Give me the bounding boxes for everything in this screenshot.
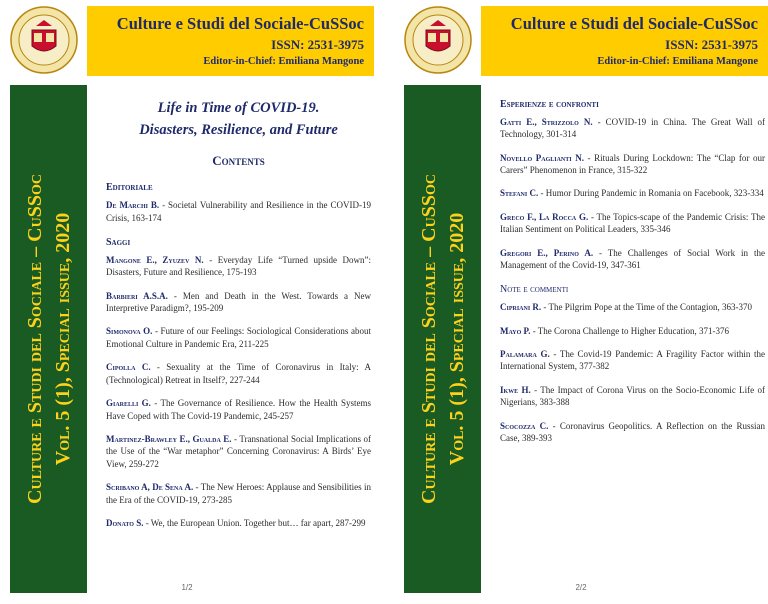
page-2 [394, 0, 768, 604]
entry-authors: De Marchi B. [106, 200, 160, 211]
toc-entry[interactable] [500, 187, 765, 199]
entry-title: - The Governance of Resilience. How the Health Systems Have Coped with The Covid-19 Pandemic, 245-257 [106, 398, 371, 421]
toc-entry[interactable] [500, 348, 765, 373]
toc-entry[interactable] [106, 517, 371, 529]
journal-header [87, 6, 374, 76]
journal-issn: ISSN: 2531-3975 [665, 37, 758, 52]
page-number: 2/2 [575, 583, 587, 592]
entry-title: - COVID-19 in China. The Great Wall of Technology, 301-314 [500, 116, 765, 140]
contents-heading: Contents [212, 152, 265, 168]
toc-entry[interactable] [106, 433, 371, 470]
entry-authors: Scocozza C. [500, 420, 549, 431]
journal-issn: ISSN: 2531-3975 [271, 37, 364, 52]
entry-authors: Greco F., La Rocca G. [500, 211, 589, 222]
toc-entry[interactable] [500, 116, 765, 141]
toc-entry[interactable] [106, 481, 371, 506]
entry-authors: Donato S. [106, 517, 144, 528]
entry-authors: Cipolla C. [106, 362, 151, 373]
toc-entry[interactable] [500, 420, 765, 445]
journal-name: Culture e Studi del Sociale-CuSSoc [510, 14, 758, 33]
entry-authors: Scribano A, De Sena A. [106, 482, 194, 493]
entry-title: - The Topics-scape of the Pandemic Crisis: The Italian Sentiment on Political Leaders, 335-346 [500, 211, 765, 235]
entry-title: - Coronavirus Geopolitics. A Reflection on the Russian Case, 389-393 [500, 420, 765, 444]
toc-entry[interactable] [500, 325, 765, 337]
entry-authors: Palamara G. [500, 349, 550, 360]
entry-authors: Barbieri A.S.A. [106, 290, 168, 301]
toc-page-2 [500, 96, 765, 591]
toc-entry[interactable] [500, 152, 765, 177]
entry-authors: Giarelli G. [106, 398, 151, 409]
entry-authors: Gatti E., Strizzolo N. [500, 116, 593, 127]
journal-header [481, 6, 768, 76]
entry-authors: Ikwe H. [500, 384, 531, 395]
entry-title: - Societal Vulnerability and Resilience in the COVID-19 Crisis, 163-174 [106, 200, 372, 223]
entry-authors: Novello Paglianti N. [500, 152, 584, 163]
toc-entry[interactable] [500, 301, 765, 313]
issue-title [106, 98, 371, 142]
journal-sidebar [404, 85, 481, 593]
entry-authors: Cipriani R. [500, 302, 542, 313]
sidebar-issue: Vol. 5 (1), Special issue, 2020 [446, 212, 468, 466]
issue-title-line1: Life in Time of COVID-19. [157, 100, 320, 116]
entry-title: - Future of our Feelings: Sociological Considerations about Emotional Culture in Pandemic Era, 211-225 [106, 326, 371, 349]
entry-title: - Transnational Social Implications of the Use of the “War metaphor” Concerning Coronavirus: A Birds’ Eye View, 259-272 [106, 433, 372, 469]
entry-authors: Mangone E., Zyuzev N. [106, 254, 204, 265]
entry-title: - Humor During Pandemic in Romania on Facebook, 323-334 [538, 188, 764, 199]
toc-entry[interactable] [500, 211, 765, 236]
entry-title: - The Impact of Corona Virus on the Socio-Economic Life of Nigerians, 383-388 [500, 384, 766, 408]
toc-entry[interactable] [106, 254, 371, 279]
issue-title-line2: Disasters, Resilience, and Future [139, 121, 338, 138]
entry-title: - Everyday Life “Turned upside Down”: Disasters, Future and Resilience, 175-193 [106, 254, 371, 278]
entry-authors: Stefani C. [500, 188, 539, 199]
section-note: Note e commenti [500, 284, 569, 296]
section-editoriale: Editoriale [106, 182, 153, 194]
sidebar-issue: Vol. 5 (1), Special issue, 2020 [52, 212, 74, 466]
toc-entry[interactable] [500, 247, 765, 272]
toc-entry[interactable] [106, 361, 371, 386]
toc-entry[interactable] [106, 325, 371, 350]
entry-title: - Sexuality at the Time of Coronavirus in Italy: A (Technological) Retreat in Itself?, 227-244 [106, 362, 371, 385]
entry-authors: Martinez-Brawley E., Gualda E. [106, 433, 232, 444]
sidebar-journal-name: Culture e Studi del Sociale – CuSSoc [418, 174, 440, 504]
page-1 [0, 0, 374, 604]
entry-title: - The Corona Challenge to Higher Education, 371-376 [530, 325, 729, 336]
toc-entry[interactable] [106, 199, 371, 224]
journal-sidebar [10, 85, 87, 593]
sidebar-journal-name: Culture e Studi del Sociale – CuSSoc [24, 174, 46, 504]
journal-editor: Editor-in-Chief: Emiliana Mangone [203, 56, 364, 67]
entry-authors: Mayo P. [500, 325, 531, 336]
entry-title: - We, the European Union. Together but… far apart, 287-299 [143, 517, 366, 528]
entry-title: - The Covid-19 Pandemic: A Fragility Factor within the International System, 377-382 [500, 349, 766, 372]
journal-name: Culture e Studi del Sociale-CuSSoc [116, 14, 364, 33]
university-seal-logo [10, 6, 78, 74]
toc-entry[interactable] [106, 397, 371, 422]
section-esperienze: Esperienze e confronti [500, 99, 599, 110]
entry-title: - Rituals During Lockdown: The “Clap for our Carers” Phenomenon in France, 315-322 [500, 152, 765, 176]
university-seal-logo [404, 6, 472, 74]
entry-title: - Men and Death in the West. Towards a New Interpretive Paradigm?, 195-209 [106, 290, 372, 314]
section-saggi: Saggi [106, 237, 131, 249]
entry-authors: Simonova O. [106, 326, 153, 337]
page-number: 1/2 [181, 583, 193, 592]
toc-page-1 [106, 86, 371, 581]
entry-title: - The New Heroes: Applause and Sensibilities in the Era of the COVID-19, 273-285 [106, 482, 371, 505]
entry-title: - The Challenges of Social Work in the Management of the Covid-19, 347-361 [500, 247, 765, 271]
entry-title: - The Pilgrim Pope at the Time of the Contagion, 363-370 [541, 302, 752, 313]
toc-entry[interactable] [106, 290, 371, 315]
entry-authors: Gregori E., Perino A. [500, 247, 594, 258]
toc-entry[interactable] [500, 384, 765, 409]
journal-editor: Editor-in-Chief: Emiliana Mangone [597, 56, 758, 67]
